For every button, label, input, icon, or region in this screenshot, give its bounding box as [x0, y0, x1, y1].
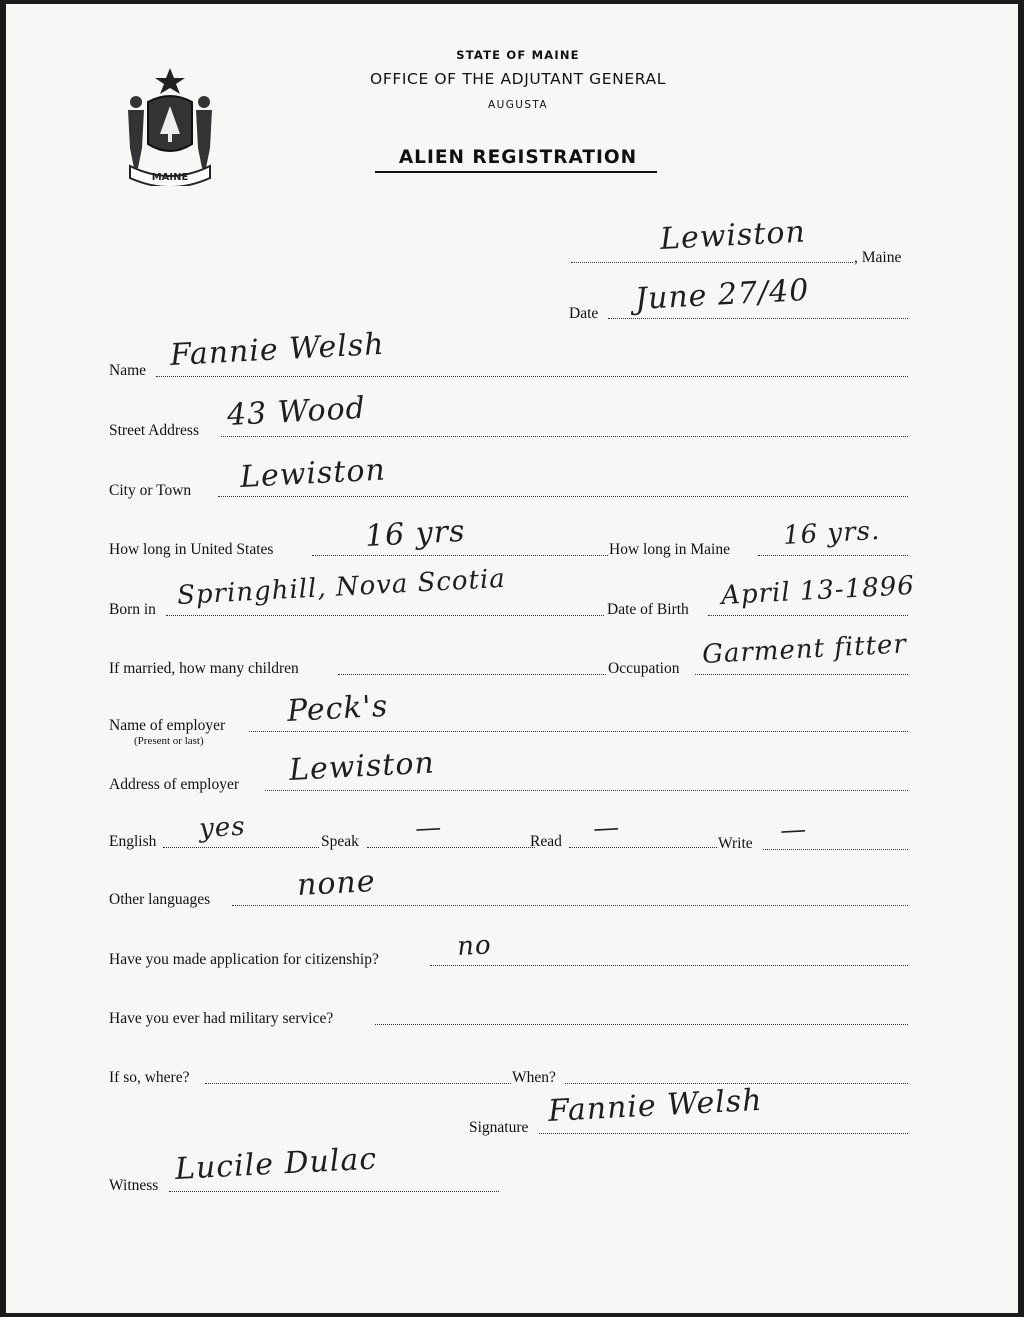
employer-address-label: Address of employer [109, 776, 239, 793]
name-line [156, 376, 908, 377]
name-value: Fannie Welsh [169, 326, 386, 373]
title-underline [375, 171, 657, 173]
write-line [763, 849, 908, 850]
header-office: OFFICE OF THE ADJUTANT GENERAL [370, 70, 666, 88]
header-city: AUGUSTA [488, 99, 548, 111]
street-value: 43 Wood [226, 390, 367, 433]
employer-name-label: Name of employer [109, 717, 226, 734]
born-in-line [166, 615, 604, 616]
married-children-label: If married, how many children [109, 660, 299, 677]
city-label: City or Town [109, 482, 192, 499]
city-value: Lewiston [239, 452, 387, 495]
place-line [571, 262, 853, 263]
signature-value: Fannie Welsh [547, 1082, 764, 1129]
speak-line [367, 847, 535, 848]
witness-label: Witness [109, 1177, 159, 1194]
citizenship-label: Have you made application for citizenship? [109, 951, 379, 968]
employer-address-value: Lewiston [288, 745, 436, 788]
header-state: STATE OF MAINE [456, 48, 580, 62]
other-languages-line [232, 905, 908, 906]
date-of-birth-value: April 13-1896 [720, 570, 916, 611]
english-label: English [109, 833, 157, 850]
speak-label: Speak [321, 833, 359, 850]
read-value: — [592, 812, 621, 844]
date-value: June 27/40 [634, 272, 811, 317]
married-children-line [338, 674, 606, 675]
citizenship-value: no [456, 930, 493, 962]
signature-line [539, 1133, 908, 1134]
city-line [218, 496, 908, 497]
registration-form [6, 4, 1018, 1313]
name-label: Name [109, 362, 147, 379]
witness-value: Lucile Dulac [174, 1141, 378, 1187]
military-line [375, 1024, 908, 1025]
english-value: yes [198, 811, 247, 844]
write-label: Write [718, 835, 753, 852]
speak-value: — [414, 812, 443, 844]
date-of-birth-line [708, 615, 908, 616]
write-value: — [779, 814, 808, 846]
maine-label: , Maine [854, 249, 902, 266]
occupation-line [695, 674, 908, 675]
street-label: Street Address [109, 422, 199, 439]
how-long-maine-value: 16 yrs. [782, 515, 881, 551]
seal-text: MAINE [151, 172, 189, 183]
employer-name-line [249, 731, 908, 732]
date-line [608, 318, 908, 319]
other-languages-label: Other languages [109, 891, 211, 908]
date-of-birth-label: Date of Birth [607, 601, 689, 618]
english-line [163, 847, 319, 848]
occupation-label: Occupation [608, 660, 680, 677]
if-so-where-line [205, 1083, 511, 1084]
employer-name-value: Peck's [286, 688, 390, 729]
when-label: When? [512, 1069, 556, 1086]
street-line [221, 436, 908, 437]
date-label: Date [569, 305, 599, 322]
occupation-value: Garment fitter [701, 629, 908, 670]
signature-label: Signature [469, 1119, 529, 1136]
if-so-where-label: If so, where? [109, 1069, 190, 1086]
read-line [569, 847, 717, 848]
born-in-value: Springhill, Nova Scotia [176, 563, 507, 611]
form-title: ALIEN REGISTRATION [398, 147, 638, 168]
how-long-maine-label: How long in Maine [609, 541, 730, 558]
employer-note: (Present or last) [134, 735, 204, 747]
how-long-us-label: How long in United States [109, 541, 274, 558]
place-value: Lewiston [659, 214, 807, 257]
read-label: Read [530, 833, 562, 850]
how-long-maine-line [758, 555, 908, 556]
witness-line [169, 1191, 499, 1192]
how-long-us-line [312, 555, 608, 556]
employer-address-line [265, 790, 908, 791]
citizenship-line [430, 965, 908, 966]
born-in-label: Born in [109, 601, 156, 618]
military-label: Have you ever had military service? [109, 1010, 334, 1027]
other-languages-value: none [296, 863, 377, 903]
how-long-us-value: 16 yrs [364, 513, 467, 554]
